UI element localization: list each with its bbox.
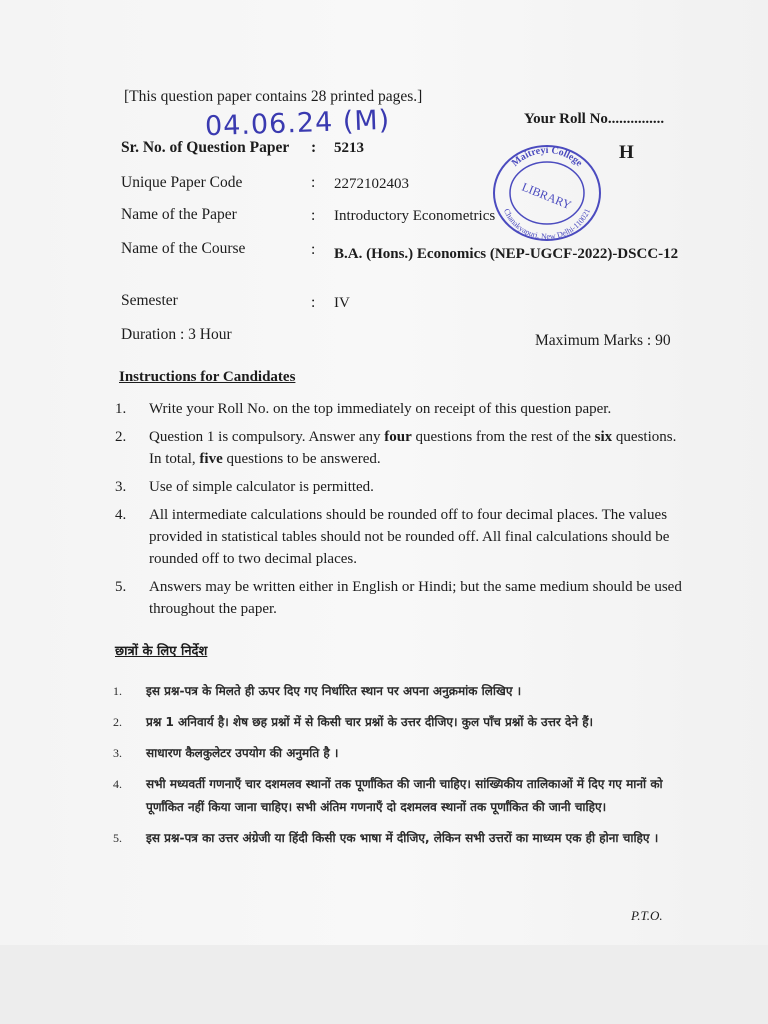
svg-text:Maitreyi College bbox=[510, 145, 585, 169]
semester-value: IV bbox=[334, 295, 350, 311]
item-number: 5. bbox=[115, 579, 127, 595]
set-code: H bbox=[619, 142, 634, 163]
instructions-title: Instructions for Candidates bbox=[119, 369, 296, 385]
emphasis-four: four bbox=[384, 429, 412, 445]
colon: : bbox=[311, 207, 316, 224]
library-stamp bbox=[491, 143, 603, 243]
stamp-center-text: LIBRARY bbox=[519, 179, 574, 213]
item-text: All intermediate calculations should be rounded off to four decimal places. The values provided in statistical tables should not be rounded off. All final calculations should be rounded off to two decimal places. bbox=[149, 507, 670, 567]
list-item bbox=[113, 711, 683, 734]
maximum-marks: Maximum Marks : 90 bbox=[535, 332, 671, 349]
item-text: इस प्रश्न-पत्र का उत्तर अंग्रेजी या हिंदी किसी एक भाषा में दीजिए, लेकिन सभी उत्तरों का माध्यम एक ही होना चाहिए । bbox=[146, 831, 659, 845]
item-number: 3. bbox=[113, 746, 122, 760]
list-item bbox=[113, 827, 683, 850]
item-text: प्रश्न 1 अनिवार्य है। शेष छह प्रश्नों में से किसी चार प्रश्नों के उत्तर दीजिए। कुल पाँच प्रश्नों के उत्तर देने हैं। bbox=[146, 715, 594, 729]
list-item bbox=[113, 742, 683, 765]
sr-no-label: Sr. No. of Question Paper bbox=[121, 139, 290, 156]
paper-name-value: Introductory Econometrics bbox=[334, 208, 496, 224]
sr-no-value: 5213 bbox=[334, 140, 364, 156]
instructions-list-hindi bbox=[113, 680, 683, 858]
handwritten-date: 04.06.24 (M) bbox=[204, 104, 391, 143]
item-text: Write your Roll No. on the top immediately on receipt of this question paper. bbox=[149, 401, 612, 417]
colon: : bbox=[311, 174, 316, 191]
list-item bbox=[115, 398, 685, 420]
item-number: 2. bbox=[113, 715, 122, 729]
colon: : bbox=[311, 139, 317, 156]
upc-value: 2272102403 bbox=[334, 176, 409, 192]
list-item bbox=[115, 576, 685, 620]
item-number: 5. bbox=[113, 831, 122, 845]
course-name-label: Name of the Course bbox=[121, 240, 246, 257]
item-number: 1. bbox=[113, 684, 122, 698]
duration: Duration : 3 Hour bbox=[121, 326, 232, 343]
emphasis-five: five bbox=[199, 451, 223, 467]
item-text: Answers may be written either in English or Hindi; but the same medium should be used throughout the paper. bbox=[149, 579, 682, 617]
colon: : bbox=[311, 241, 316, 258]
stamp-bottom-text: Chanakyapuri, New Delhi-110021 bbox=[501, 207, 593, 242]
list-item bbox=[115, 426, 685, 470]
paper-name-label: Name of the Paper bbox=[121, 206, 237, 223]
page-turn-note: P.T.O. bbox=[631, 908, 663, 923]
item-text: सभी मध्यवर्ती गणनाएँ चार दशमलव स्थानों तक पूर्णांकित की जानी चाहिए। सांख्यिकीय तालिकाओं में दिए गए मानों को पूर्णांकित नहीं किया जाना चाहिए। सभी अंतिम गणनाएँ दो दशमलव स्थानों तक पूर्णांकित की जानी चाहिए। bbox=[146, 777, 663, 814]
list-item bbox=[115, 476, 685, 498]
item-number: 4. bbox=[113, 777, 122, 791]
colon: : bbox=[311, 294, 316, 311]
item-text: साधारण कैलकुलेटर उपयोग की अनुमति है । bbox=[146, 746, 339, 760]
course-name-value: B.A. (Hons.) Economics (NEP-UGCF-2022)-DSCC-12 bbox=[334, 246, 679, 262]
pages-note: [This question paper contains 28 printed pages.] bbox=[124, 88, 423, 105]
item-number: 4. bbox=[115, 507, 127, 523]
item-text: Use of simple calculator is permitted. bbox=[149, 479, 374, 495]
list-item bbox=[113, 773, 683, 819]
upc-label: Unique Paper Code bbox=[121, 174, 243, 191]
semester-label: Semester bbox=[121, 292, 178, 309]
item-text: इस प्रश्न-पत्र के मिलते ही ऊपर दिए गए निर्धारित स्थान पर अपना अनुक्रमांक लिखिए । bbox=[146, 684, 522, 698]
item-number: 1. bbox=[115, 401, 127, 417]
stamp-top-text: Maitreyi College bbox=[509, 144, 585, 169]
list-item bbox=[113, 680, 683, 703]
item-number: 3. bbox=[115, 479, 127, 495]
text-part: questions. In total, bbox=[149, 429, 677, 467]
list-item bbox=[115, 504, 685, 570]
emphasis-six: six bbox=[594, 429, 613, 445]
item-number: 2. bbox=[115, 429, 127, 445]
item-text bbox=[149, 426, 685, 470]
text-part: questions to be answered. bbox=[222, 451, 381, 467]
instructions-title-hindi: छात्रों के लिए निर्देश bbox=[115, 644, 208, 659]
instructions-list-english bbox=[115, 398, 685, 626]
text-part: questions from the rest of the bbox=[411, 429, 595, 445]
roll-number-field: Your Roll No............... bbox=[524, 111, 665, 127]
text-part: Question 1 is compulsory. Answer any bbox=[149, 429, 385, 445]
